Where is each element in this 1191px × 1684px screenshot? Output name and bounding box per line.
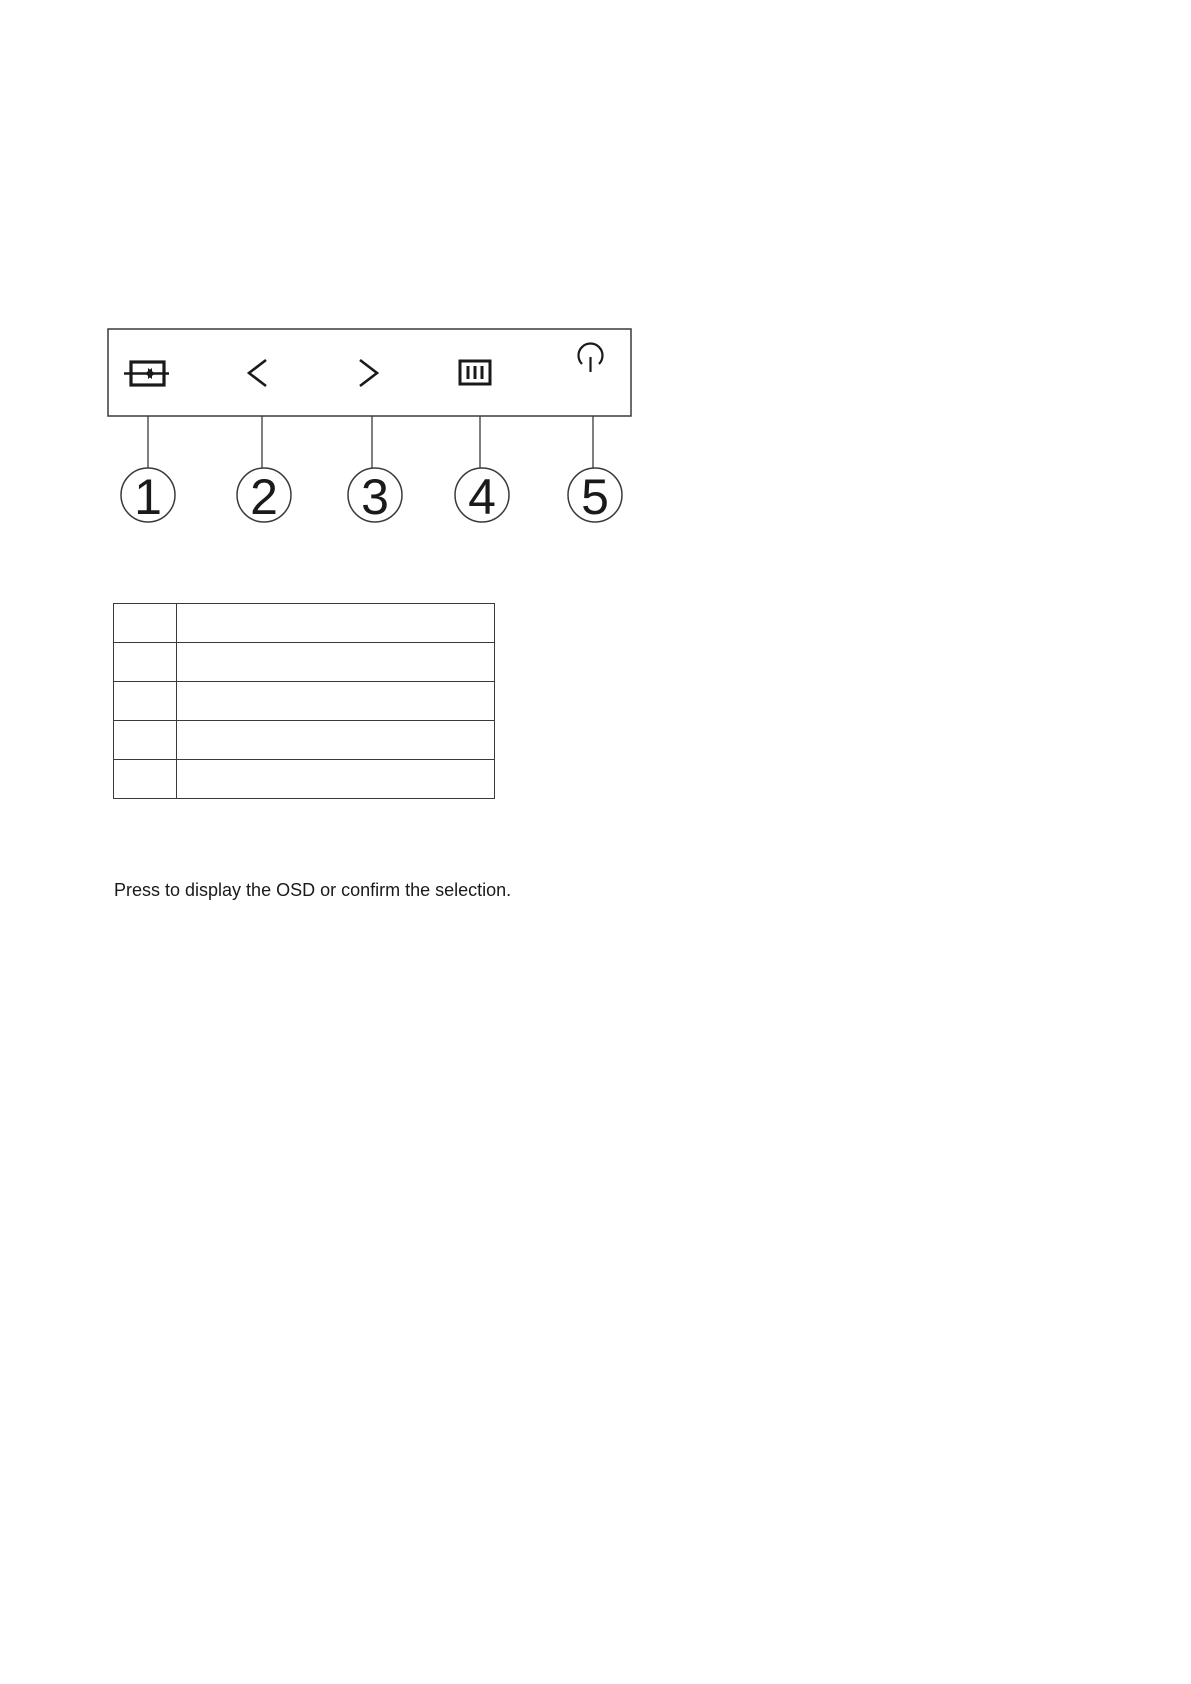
table-cell-label	[177, 721, 495, 760]
callout-5	[568, 468, 622, 525]
button-diagram	[0, 0, 1191, 560]
button-legend-table	[113, 603, 495, 799]
table-cell-number	[114, 643, 177, 682]
callout-4	[455, 468, 509, 525]
power-icon[interactable]	[579, 344, 603, 372]
chevron-right-icon[interactable]	[360, 360, 377, 386]
table-cell-label	[177, 643, 495, 682]
callout-number-1: 1	[134, 469, 162, 525]
source-auto-exit-icon[interactable]	[124, 362, 169, 385]
table-row	[114, 682, 495, 721]
callout-1	[121, 468, 175, 525]
menu-icon[interactable]	[460, 361, 490, 384]
callout-number-4: 4	[468, 469, 496, 525]
table-cell-number	[114, 682, 177, 721]
table-cell-label	[177, 682, 495, 721]
callout-number-2: 2	[250, 469, 278, 525]
button-diagram-svg	[0, 0, 1191, 560]
button-description-text: Press to display the OSD or confirm the selection.	[114, 880, 512, 900]
callout-number-5: 5	[581, 469, 609, 525]
callout-2	[237, 468, 291, 525]
button-panel-frame	[108, 329, 631, 416]
table-cell-number	[114, 721, 177, 760]
table-row	[114, 643, 495, 682]
table-cell-label	[177, 604, 495, 643]
table-row	[114, 760, 495, 799]
chevron-left-icon[interactable]	[249, 360, 266, 386]
table-cell-label	[177, 760, 495, 799]
table-row	[114, 721, 495, 760]
table-cell-number	[114, 760, 177, 799]
callout-number-3: 3	[361, 469, 389, 525]
callout-3	[348, 468, 402, 525]
table-row	[114, 604, 495, 643]
table-cell-number	[114, 604, 177, 643]
